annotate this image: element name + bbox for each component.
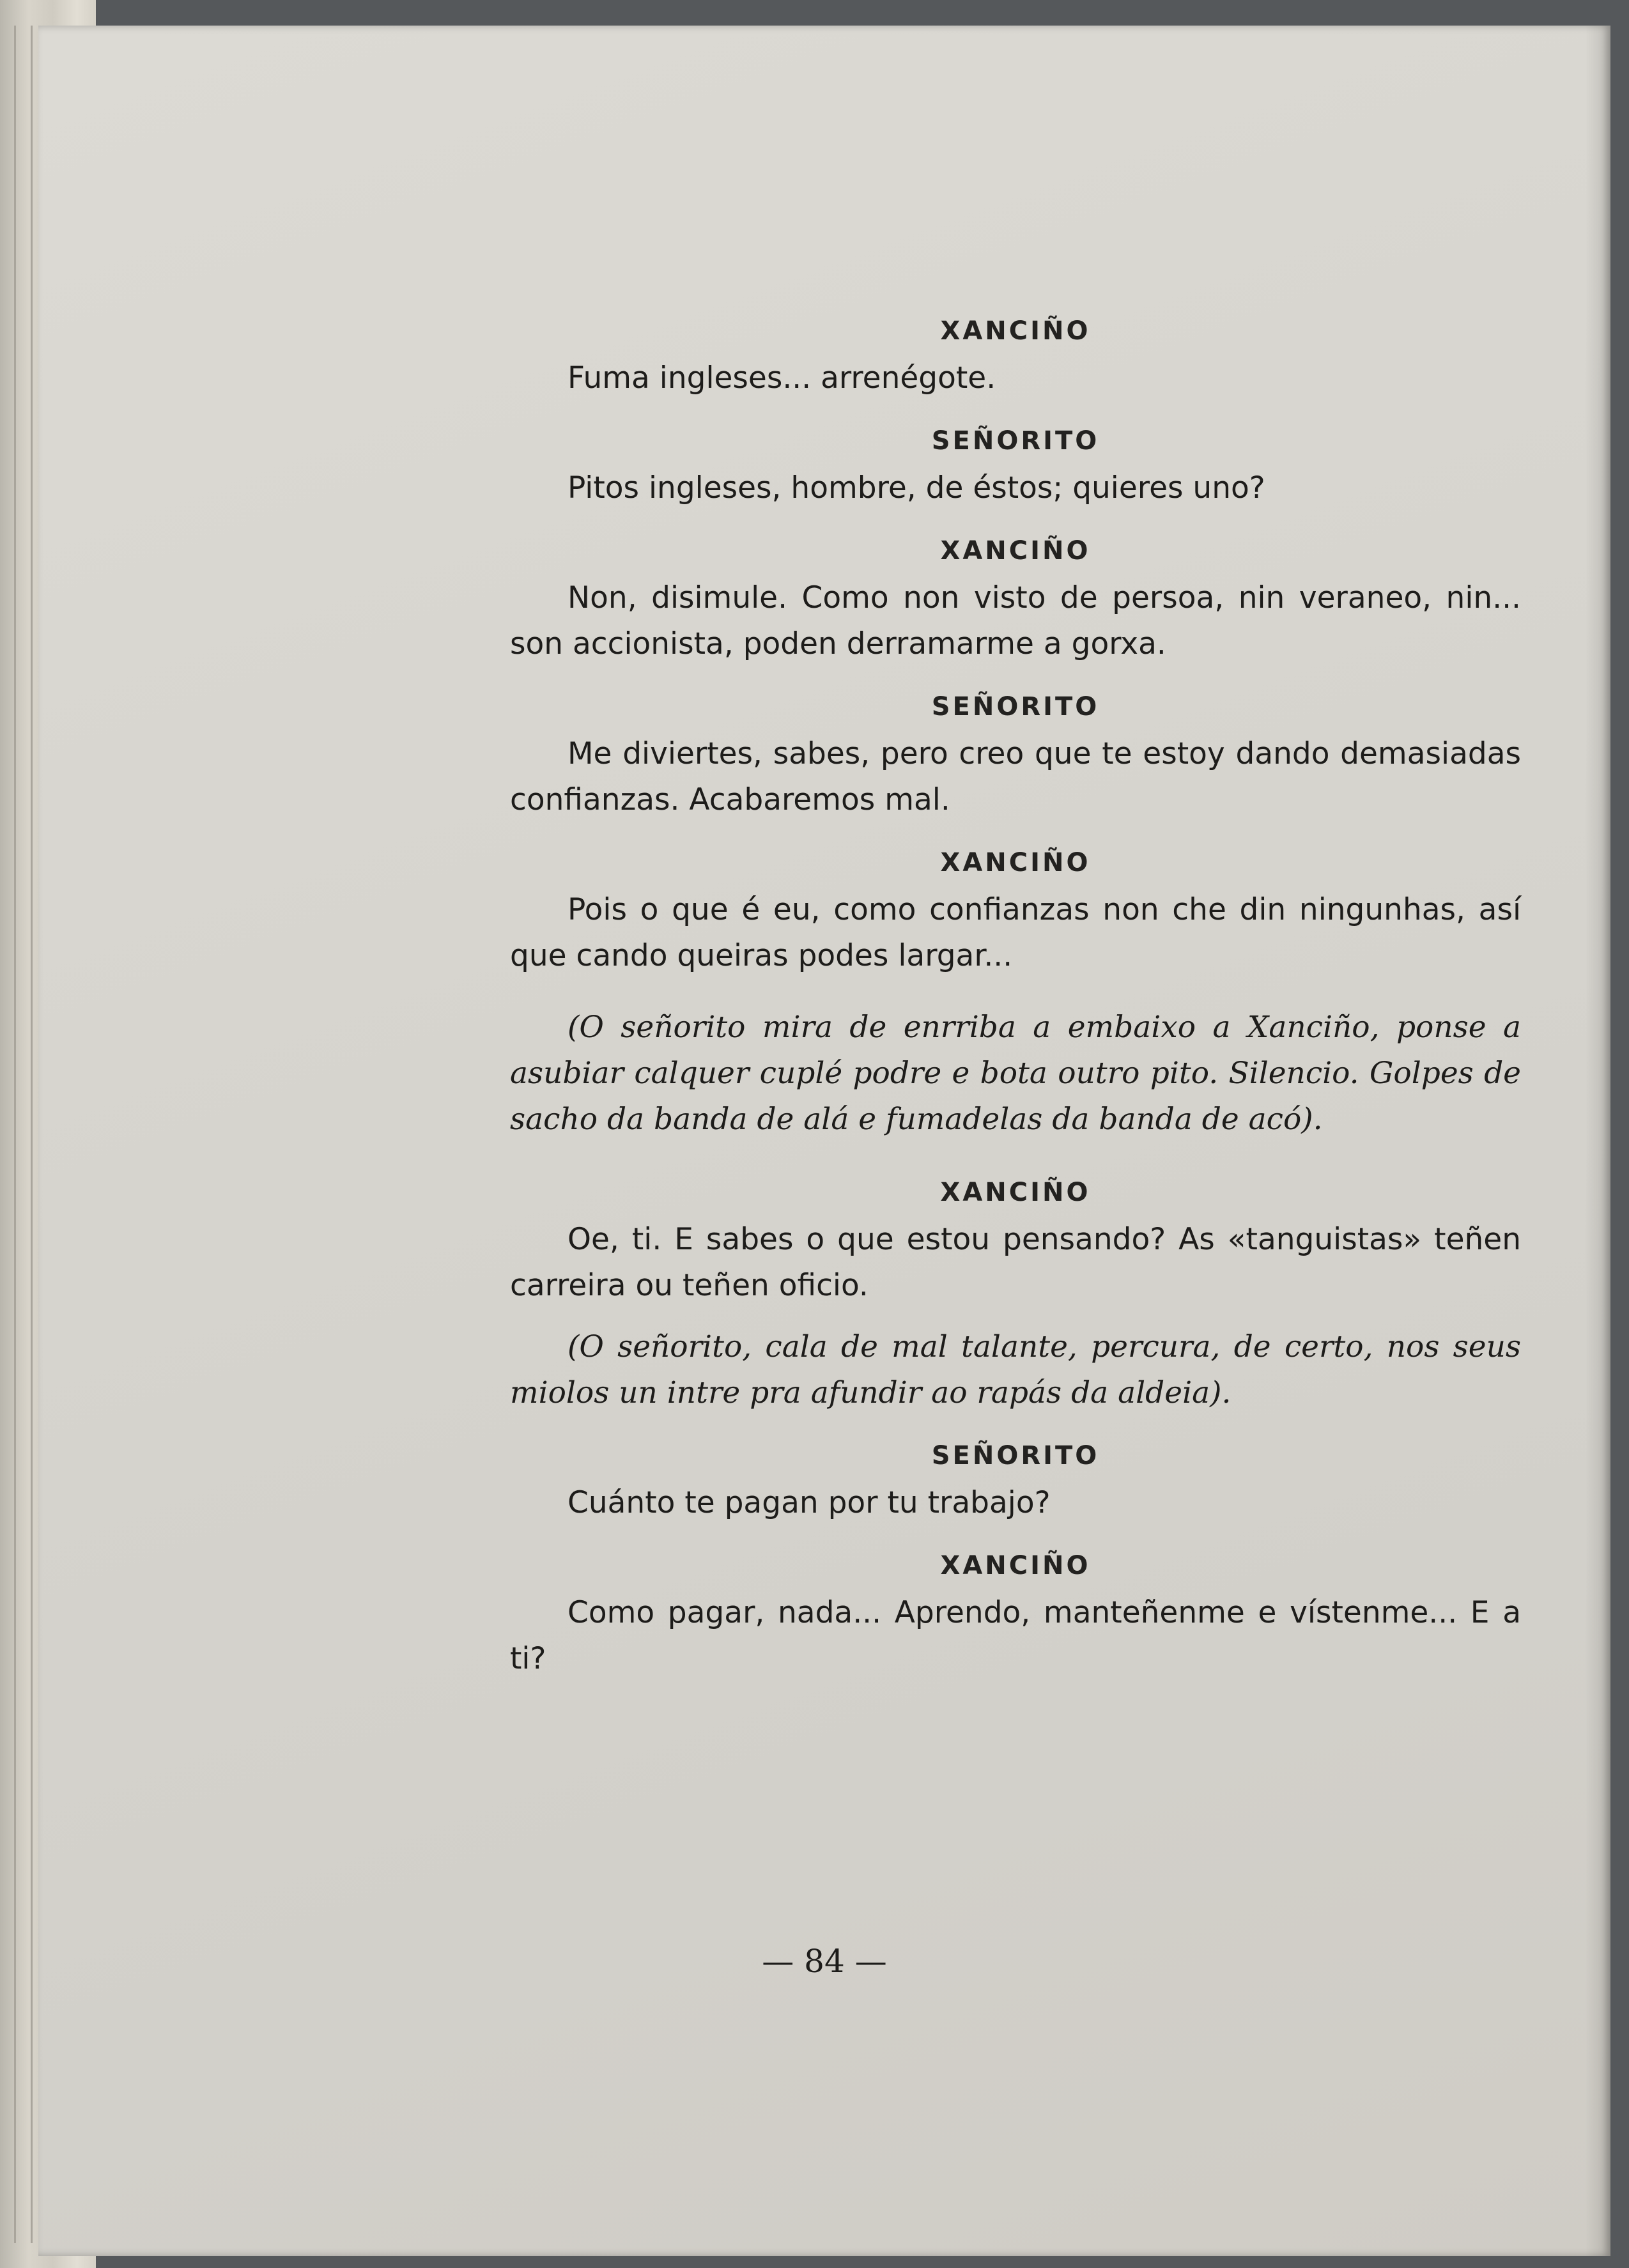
speaker-name: XANCIÑO: [940, 1178, 1091, 1207]
dialogue-line: Fuma ingleses... arrenégote.: [567, 360, 996, 396]
stage-direction: (O señorito mira de enrriba a embaixo a Xanciño, ponse a asubiar calquer cuplé podre e bota outro pito. Silencio. Golpes de sacho da banda de alá e fumadelas da banda de acó).: [510, 1010, 1521, 1137]
page-gutter-shadow: [1585, 26, 1610, 2256]
speaker-name: XANCIÑO: [940, 536, 1091, 566]
dialogue-line: Pois o que é eu, como confianzas non che din ningunhas, así que cando queiras podes largar...: [510, 892, 1521, 973]
stage-direction: (O señorito, cala de mal talante, percura, de certo, nos seus miolos un intre pra afundir ao rapás da aldeia).: [510, 1329, 1521, 1410]
speaker-name: XANCIÑO: [940, 848, 1091, 877]
page-edge-line: [14, 26, 16, 2243]
dialogue-line: Oe, ti. E sabes o que estou pensando? As «tanguistas» teñen carreira ou teñen oficio.: [510, 1222, 1521, 1303]
page-number: — 84 —: [762, 1943, 887, 1980]
dialogue-line: Como pagar, nada... Aprendo, manteñenme e vístenme... E a ti?: [510, 1595, 1521, 1676]
book-page: [38, 26, 1610, 2256]
speaker-name: SEÑORITO: [931, 1441, 1100, 1470]
speaker-name: SEÑORITO: [931, 426, 1100, 456]
dialogue-line: Cuánto te pagan por tu trabajo?: [567, 1485, 1051, 1520]
page-edge-line: [31, 26, 33, 2243]
dialogue-line: Pitos ingleses, hombre, de éstos; quieres uno?: [567, 470, 1265, 505]
dialogue-line: Non, disimule. Como non visto de persoa, nin veraneo, nin... son accionista, poden derramarme a gorxa.: [510, 580, 1521, 661]
speaker-name: XANCIÑO: [940, 316, 1091, 346]
speaker-name: SEÑORITO: [931, 692, 1100, 721]
dialogue-line: Me diviertes, sabes, pero creo que te estoy dando demasiadas confianzas. Acabaremos mal.: [510, 736, 1521, 817]
page-text: [510, 307, 1521, 1682]
speaker-name: XANCIÑO: [940, 1551, 1091, 1580]
